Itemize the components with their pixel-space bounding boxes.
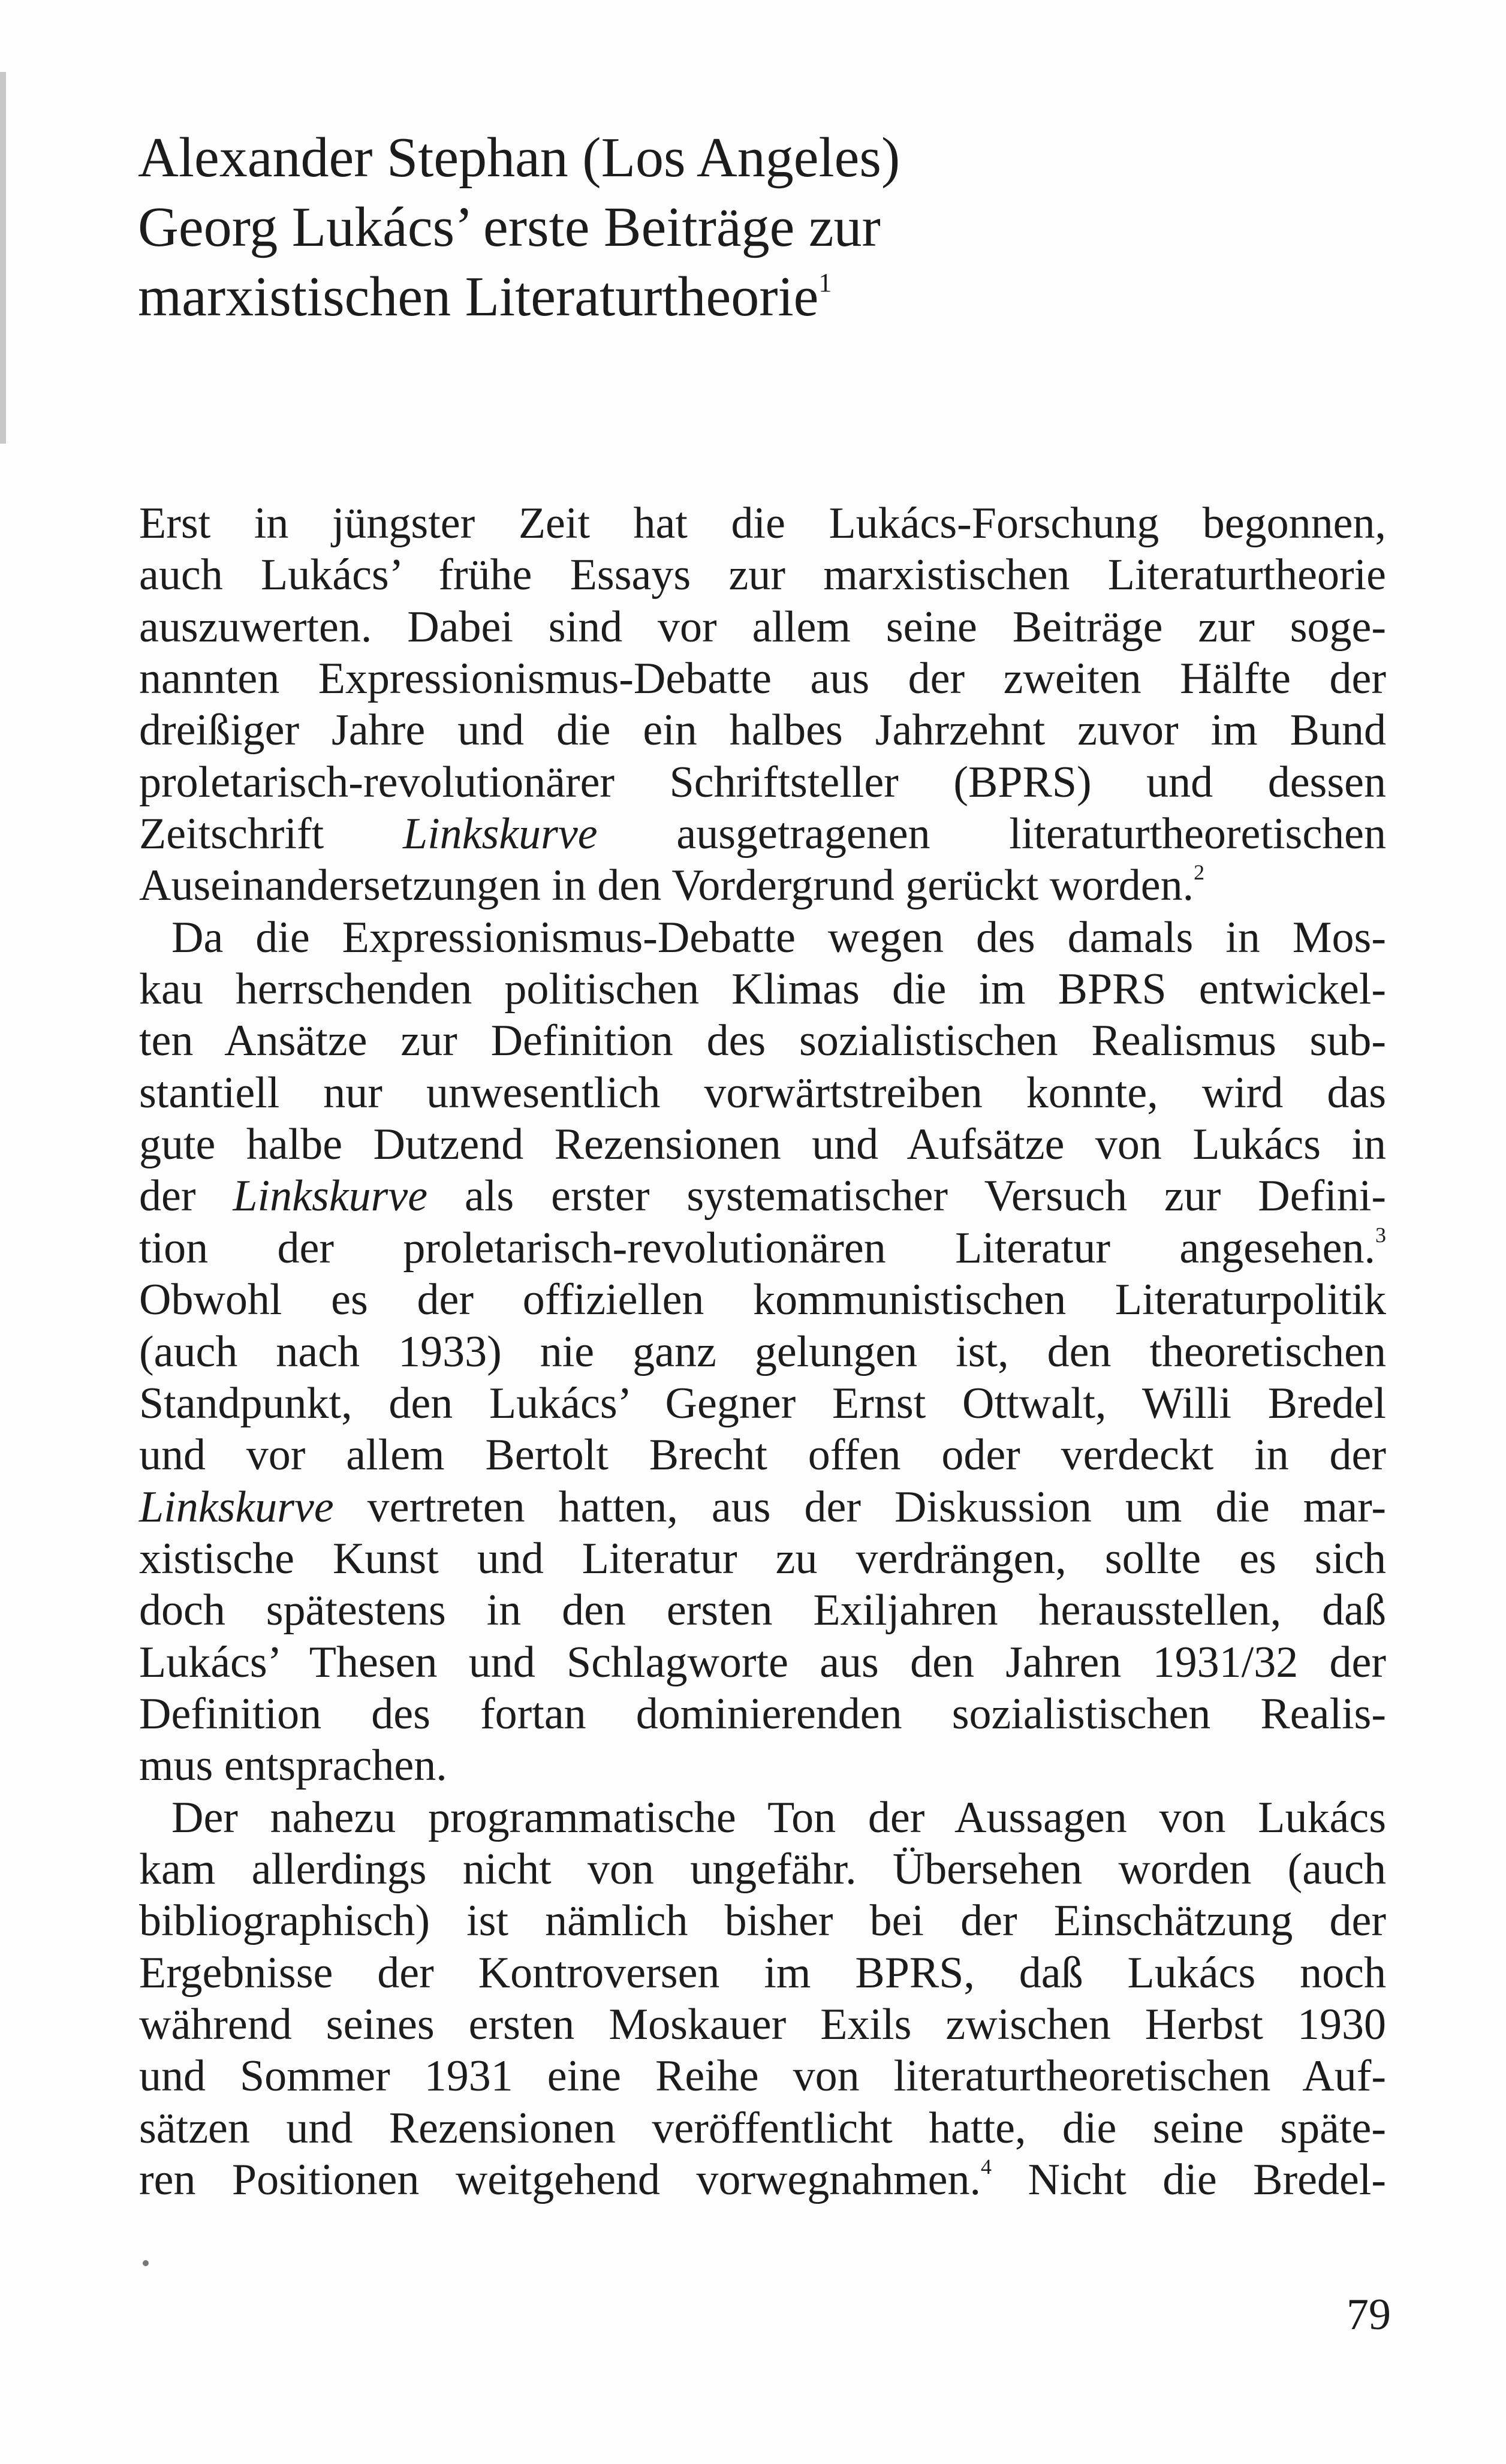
body-line: und vor allem Bertolt Brecht offen oder verdeckt in der bbox=[139, 1430, 1386, 1480]
body-line: proletarisch-revolutionärer Schriftsteller (BPRS) und dessen bbox=[139, 757, 1386, 807]
footnote-marker: 3 bbox=[1375, 1222, 1386, 1247]
body-line: Obwohl es der offiziellen kommunistischen Literaturpolitik bbox=[139, 1275, 1386, 1325]
body-line: gute halbe Dutzend Rezensionen und Aufsätze von Lukács in bbox=[139, 1120, 1386, 1170]
scan-edge-mark bbox=[0, 72, 6, 444]
body-line-text: der bbox=[139, 1171, 233, 1221]
body-line: doch spätestens in den ersten Exiljahren herausstellen, daß bbox=[139, 1586, 1386, 1635]
body-line: Lukács’ Thesen und Schlagworte aus den Jahren 1931/32 der bbox=[139, 1637, 1386, 1687]
body-line: (auch nach 1933) nie ganz gelungen ist, den theoretischen bbox=[139, 1327, 1386, 1376]
body-line bbox=[139, 2154, 1386, 2206]
body-line-text: tion der proletarisch-revolutionären Literatur angesehen. bbox=[139, 1223, 1375, 1273]
author-line: Alexander Stephan (Los Angeles) bbox=[138, 126, 900, 189]
body-line: Standpunkt, den Lukács’ Gegner Ernst Ottwalt, Willi Bredel bbox=[139, 1378, 1386, 1428]
body-line: kau herrschenden politischen Klimas die im BPRS entwickel- bbox=[139, 965, 1386, 1014]
title-line-1: Georg Lukács’ erste Beiträge zur bbox=[138, 196, 881, 258]
article-body bbox=[139, 498, 1386, 2206]
body-line: Erst in jüngster Zeit hat die Lukács-Forschung begonnen, bbox=[139, 499, 1386, 548]
scan-speck bbox=[143, 2260, 149, 2266]
body-line: Definition des fortan dominierenden sozialistischen Realis- bbox=[139, 1689, 1386, 1739]
body-line: xistische Kunst und Literatur zu verdrängen, sollte es sich bbox=[139, 1534, 1386, 1583]
body-line-text: vertreten hatten, aus der Diskussion um die mar- bbox=[333, 1482, 1386, 1532]
title-line-2-text: marxistischen Literaturtheorie bbox=[138, 266, 819, 328]
body-line: auch Lukács’ frühe Essays zur marxistischen Literaturtheorie bbox=[139, 550, 1386, 600]
journal-title: Linkskurve bbox=[233, 1171, 428, 1221]
body-line bbox=[139, 1170, 1386, 1222]
body-line: dreißiger Jahre und die ein halbes Jahrzehnt zuvor im Bund bbox=[139, 706, 1386, 755]
body-line: kam allerdings nicht von ungefähr. Übersehen worden (auch bbox=[139, 1844, 1386, 1894]
article-heading bbox=[138, 123, 1217, 332]
body-line bbox=[139, 1222, 1386, 1274]
body-line bbox=[139, 1481, 1386, 1533]
body-line: während seines ersten Moskauer Exils zwischen Herbst 1930 bbox=[139, 1999, 1386, 2049]
footnote-marker: 1 bbox=[818, 268, 832, 297]
body-line: sätzen und Rezensionen veröffentlicht hatte, die seine späte- bbox=[139, 2103, 1386, 2153]
footnote-marker: 4 bbox=[981, 2155, 992, 2179]
body-line-text: ren Positionen weitgehend vorwegnahmen. bbox=[139, 2155, 981, 2204]
page-number: 79 bbox=[1347, 2290, 1391, 2339]
body-line: und Sommer 1931 eine Reihe von literaturtheoretischen Auf- bbox=[139, 2052, 1386, 2101]
body-line: Ergebnisse der Kontroversen im BPRS, daß Lukács noch bbox=[139, 1948, 1386, 1998]
body-line-text: Zeitschrift bbox=[139, 809, 403, 859]
body-line-text: Nicht die Bredel- bbox=[992, 2155, 1386, 2204]
body-line: auszuwerten. Dabei sind vor allem seine Beiträge zur soge- bbox=[139, 602, 1386, 652]
body-line: nannten Expressionismus-Debatte aus der zweiten Hälfte der bbox=[139, 654, 1386, 704]
journal-title: Linkskurve bbox=[139, 1482, 334, 1532]
body-line: stantiell nur unwesentlich vorwärtstreiben konnte, wird das bbox=[139, 1068, 1386, 1117]
body-line: bibliographisch) ist nämlich bisher bei der Einschätzung der bbox=[139, 1896, 1386, 1946]
body-line: Der nahezu programmatische Ton der Aussagen von Lukács bbox=[171, 1793, 1386, 1842]
title-line-2 bbox=[138, 262, 1217, 332]
body-line-text: als erster systematischer Versuch zur Defini- bbox=[427, 1171, 1386, 1221]
body-line bbox=[139, 808, 1386, 860]
body-line: ten Ansätze zur Definition des sozialistischen Realismus sub- bbox=[139, 1016, 1386, 1066]
body-line: Da die Expressionismus-Debatte wegen des damals in Mos- bbox=[171, 912, 1386, 962]
body-line: mus entsprachen. bbox=[139, 1741, 447, 1791]
footnote-marker: 2 bbox=[1194, 860, 1205, 885]
body-line-text: Auseinandersetzungen in den Vordergrund gerückt worden. bbox=[139, 861, 1194, 911]
journal-title: Linkskurve bbox=[402, 809, 598, 859]
body-line bbox=[139, 860, 1386, 911]
body-line-text: ausgetragenen literaturtheoretischen bbox=[597, 809, 1387, 859]
